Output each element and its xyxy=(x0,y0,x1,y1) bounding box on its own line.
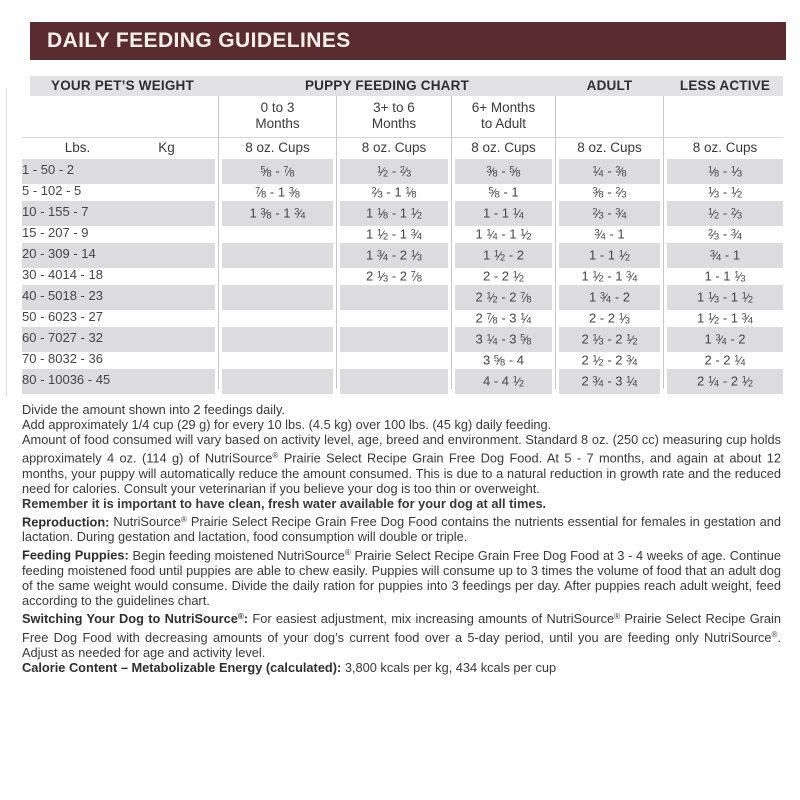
unit-label-kg: Kg xyxy=(158,140,175,155)
table-row xyxy=(22,222,783,243)
cell-lbs: 5 - 10 xyxy=(22,183,56,198)
cups-label-3-6: 8 oz. Cups xyxy=(361,140,427,155)
table-row xyxy=(22,348,783,369)
column-separator xyxy=(555,96,556,389)
cell-adult: 1 $^3$⁄4 - 2 xyxy=(559,285,660,310)
cell-adult: $^2$⁄3 - $^3$⁄4 xyxy=(559,201,660,226)
weight-units-cell xyxy=(22,138,215,159)
table-row xyxy=(22,264,783,285)
table-row xyxy=(22,369,783,390)
cell-kg: 32 - 36 xyxy=(62,351,103,366)
page-title: DAILY FEEDING GUIDELINES xyxy=(47,29,351,52)
cell-puppy-0-3: $^7$⁄8 - 1 $^3$⁄8 xyxy=(254,184,301,200)
cell-kg: 27 - 32 xyxy=(62,330,103,345)
subheader-line: Months xyxy=(371,116,417,131)
subheader-line: 6+ Months xyxy=(471,100,536,115)
cell-less-active: $^2$⁄3 - $^3$⁄4 xyxy=(707,226,743,242)
cell-kg: 7 - 9 xyxy=(62,225,89,240)
cell-puppy-6-adult: 3 $^5$⁄8 - 4 xyxy=(483,352,524,368)
table-row xyxy=(22,201,783,222)
cell-less-active: $^1$⁄8 - $^1$⁄3 xyxy=(667,159,783,184)
column-header-puppy-chart: PUPPY FEEDING CHART xyxy=(304,78,470,93)
table-body xyxy=(22,159,783,390)
cell-kg: 9 - 14 xyxy=(62,246,96,261)
cell-lbs: 60 - 70 xyxy=(22,330,63,345)
section-switching xyxy=(22,608,781,660)
calorie-value: 3,800 kcals per kg, 434 kcals per cup xyxy=(341,659,557,675)
section-feeding-puppies xyxy=(22,544,781,608)
cell-puppy-3-6: 1 $^1$⁄2 - 1 $^3$⁄4 xyxy=(366,226,422,242)
section-lead: Reproduction: xyxy=(22,514,110,530)
cell-lbs: 70 - 80 xyxy=(22,351,63,366)
table-group-header-row xyxy=(30,76,783,96)
note-divide-feedings: Divide the amount shown into 2 feedings daily. xyxy=(22,402,285,417)
cell-lbs: 80 - 100 xyxy=(22,372,70,387)
table-row xyxy=(22,243,783,264)
cell-less-active: $^1$⁄3 - $^1$⁄2 xyxy=(707,184,743,200)
column-separator xyxy=(451,96,452,389)
cell-puppy-3-6 xyxy=(340,369,448,394)
cell-kg: 5 - 7 xyxy=(62,204,89,219)
cell-puppy-6-adult: $^5$⁄8 - 1 xyxy=(488,184,519,200)
cell-puppy-0-3: $^5$⁄8 - $^7$⁄8 xyxy=(222,159,333,184)
table-row xyxy=(22,327,783,348)
subheader-line: to Adult xyxy=(480,116,527,131)
cell-kg: 14 - 18 xyxy=(62,267,103,282)
cell-kg: 2 - 5 xyxy=(55,183,82,198)
scan-edge-line xyxy=(6,88,7,396)
subheader-line: 0 to 3 xyxy=(260,100,295,115)
cell-less-active: 1 $^1$⁄2 - 1 $^3$⁄4 xyxy=(697,310,753,326)
table-units-row xyxy=(22,137,783,159)
subheader-6-months-adult xyxy=(455,96,552,137)
section-text: For easiest adjustment, mix increasing amounts of NutriSource® Prairie Select Recipe Grain Free Dog Food with decreasing amounts of your dog’s current food over a 5-day period, until you are feeding only NutriSource®. Adjust as needed for age and activity level. xyxy=(22,611,781,660)
cell-adult: $^3$⁄4 - 1 xyxy=(594,226,625,242)
cell-puppy-3-6: $^1$⁄2 - $^2$⁄3 xyxy=(340,159,448,184)
cell-less-active: 2 - 2 $^1$⁄4 xyxy=(704,352,746,368)
cell-weight xyxy=(22,369,215,394)
cell-puppy-3-6: 2 $^1$⁄3 - 2 $^7$⁄8 xyxy=(366,268,422,284)
cell-puppy-6-adult: 2 $^1$⁄2 - 2 $^7$⁄8 xyxy=(455,285,552,310)
cell-adult: 2 - 2 $^1$⁄3 xyxy=(589,310,630,326)
column-header-adult: ADULT xyxy=(586,78,633,93)
table-row xyxy=(22,159,783,180)
section-lead: Feeding Puppies: xyxy=(22,547,129,563)
column-separator xyxy=(218,96,219,389)
cups-label-less-active: 8 oz. Cups xyxy=(692,140,758,155)
feeding-table xyxy=(22,76,783,389)
cell-adult: 1 $^1$⁄2 - 1 $^3$⁄4 xyxy=(581,268,638,284)
cell-puppy-6-adult: 2 $^7$⁄8 - 3 $^1$⁄4 xyxy=(475,310,532,326)
cell-lbs: 1 - 5 xyxy=(22,162,49,177)
cell-less-active: $^3$⁄4 - 1 xyxy=(667,243,783,268)
calorie-content-line xyxy=(22,660,781,675)
cell-kg: 0 - 2 xyxy=(48,162,75,177)
cell-lbs: 10 - 15 xyxy=(22,204,63,219)
section-text: NutriSource® Prairie Select Recipe Grain Free Dog Food contains the nutrients essential for females in gestation and lactation. During gestation and lactation, food consumption will double or triple. xyxy=(22,514,781,545)
cups-label-6-adult: 8 oz. Cups xyxy=(471,140,536,155)
column-separator xyxy=(336,96,337,389)
cell-puppy-3-6: $^2$⁄3 - 1 $^1$⁄8 xyxy=(371,184,417,200)
column-header-less-active: LESS ACTIVE xyxy=(679,78,771,93)
subheader-line: Months xyxy=(255,116,300,131)
section-lead: Switching Your Dog to NutriSource®: xyxy=(22,611,249,627)
cell-adult: 1 - 1 $^1$⁄2 xyxy=(559,243,660,268)
cell-less-active: 1 $^3$⁄4 - 2 xyxy=(667,327,783,352)
section-text: Begin feeding moistened NutriSource® Prairie Select Recipe Grain Free Dog Food at 3 - 4 weeks of age. Continue feeding moistened food until puppies are able to chew easily. Puppies will consume up to 3 times the volume of food that an adult dog of the same weight would consume. Divide the daily ration for puppies into 3 feedings per day. After puppies reach adult weight, feed according to the guidelines chart. xyxy=(22,547,782,608)
cell-puppy-3-6: 1 $^3$⁄4 - 2 $^1$⁄3 xyxy=(340,243,448,268)
table-row xyxy=(22,180,783,201)
footer-notes xyxy=(22,402,781,675)
unit-label-lbs: Lbs. xyxy=(64,140,91,155)
cups-label-0-3: 8 oz. Cups xyxy=(245,140,310,155)
note-amount-paragraph: Amount of food consumed will vary based on activity level, age, breed and environment. Standard 8 oz. (250 cc) measuring cup holds approximately 4 oz. (114 g) of NutriSource® Prairie Select Recipe Grain Free Dog Food. At 5 - 7 months, and again at about 12 months, your puppy will automatically reduce the amount consumed. This is due to a natural reduction in growth rate and the reduced need for calories. Consult your veterinarian if you believe your dog is too thin or overweight. xyxy=(22,432,781,496)
cell-adult: $^1$⁄4 - $^3$⁄8 xyxy=(559,159,660,184)
cell-less-active: 1 $^1$⁄3 - 1 $^1$⁄2 xyxy=(667,285,783,310)
subheader-3-6-months xyxy=(340,96,448,137)
cell-puppy-0-3: 1 $^3$⁄8 - 1 $^3$⁄4 xyxy=(222,201,333,226)
table-row xyxy=(22,285,783,306)
column-header-pet-weight: YOUR PET’S WEIGHT xyxy=(51,78,194,93)
cell-puppy-6-adult: 3 $^1$⁄4 - 3 $^5$⁄8 xyxy=(455,327,552,352)
cell-puppy-6-adult: $^3$⁄8 - $^5$⁄8 xyxy=(455,159,552,184)
cell-lbs: 15 - 20 xyxy=(22,225,63,240)
cell-puppy-6-adult: 1 $^1$⁄2 - 2 xyxy=(455,243,552,268)
cups-label-adult: 8 oz. Cups xyxy=(577,140,642,155)
table-row xyxy=(22,306,783,327)
cell-less-active: 2 $^1$⁄4 - 2 $^1$⁄2 xyxy=(667,369,783,394)
cell-lbs: 50 - 60 xyxy=(22,309,63,324)
cell-puppy-6-adult: 1 - 1 $^1$⁄4 xyxy=(455,201,552,226)
cell-lbs: 40 - 50 xyxy=(22,288,63,303)
cell-kg: 23 - 27 xyxy=(62,309,103,324)
cell-lbs: 30 - 40 xyxy=(22,267,63,282)
section-reproduction xyxy=(22,511,781,544)
cell-adult: $^3$⁄8 - $^2$⁄3 xyxy=(592,184,627,200)
note-fresh-water: Remember it is important to have clean, fresh water available for your dog at all times. xyxy=(22,495,547,511)
cell-less-active: $^1$⁄2 - $^2$⁄3 xyxy=(667,201,783,226)
cell-puppy-6-adult: 1 $^1$⁄4 - 1 $^1$⁄2 xyxy=(475,226,532,242)
cell-kg: 36 - 45 xyxy=(69,372,111,387)
cell-lbs: 20 - 30 xyxy=(22,246,63,261)
table-subheader-row xyxy=(22,96,783,137)
cell-less-active: 1 - 1 $^1$⁄3 xyxy=(704,268,746,284)
subheader-line: 3+ to 6 xyxy=(373,100,415,115)
cell-adult: 2 $^1$⁄3 - 2 $^1$⁄2 xyxy=(559,327,660,352)
note-add-cup: Add approximately 1/4 cup (29 g) for every 10 lbs. (4.5 kg) over 100 lbs. (45 kg) daily feeding. xyxy=(22,417,552,433)
column-separator xyxy=(663,96,664,389)
cell-adult: 2 $^3$⁄4 - 3 $^1$⁄4 xyxy=(559,369,660,394)
cell-puppy-3-6: 1 $^1$⁄8 - 1 $^1$⁄2 xyxy=(340,201,448,226)
subheader-0-3-months xyxy=(222,96,333,137)
title-bar xyxy=(30,22,786,60)
cell-adult: 2 $^1$⁄2 - 2 $^3$⁄4 xyxy=(581,352,638,368)
cell-puppy-6-adult: 4 - 4 $^1$⁄2 xyxy=(455,369,552,394)
cell-puppy-6-adult: 2 - 2 $^1$⁄2 xyxy=(483,268,524,284)
cell-puppy-0-3 xyxy=(222,369,333,394)
calorie-lead: Calorie Content – Metabolizable Energy (calculated): xyxy=(22,659,342,675)
cell-kg: 18 - 23 xyxy=(62,288,103,303)
